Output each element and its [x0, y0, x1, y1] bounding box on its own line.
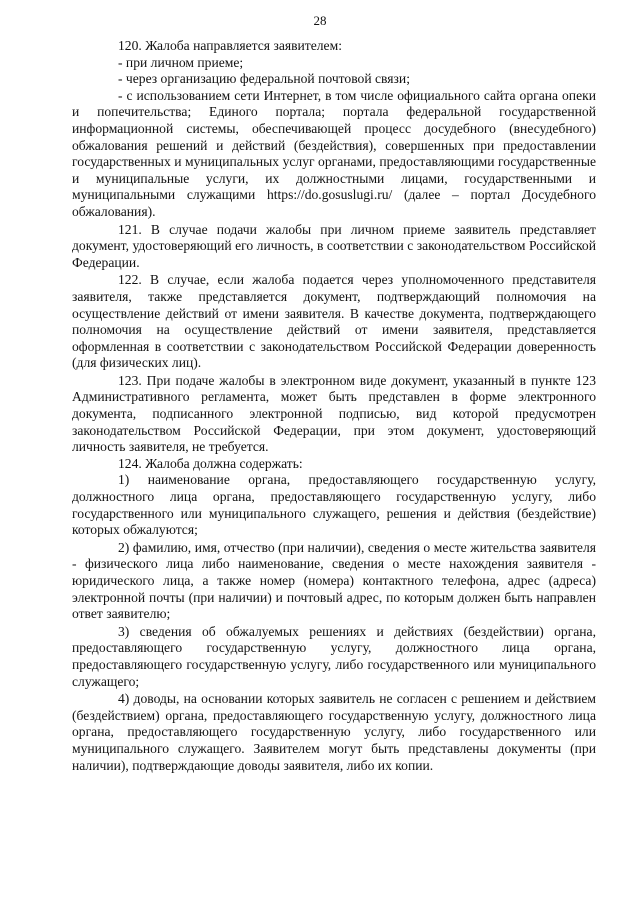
list-item-internet: - с использованием сети Интернет, в том числе официального сайта органа опеки и попечительства; Единого портала; портала федеральной государственной информационной системы, обеспечивающей процесс досудебного (внесудебного) обжалования решений и действий (бездействия), совершенных при предоставлении государственных и муниципальных услуг органами, предоставляющими государственные и муниципальные услуги, их должностными лицами, государственными и муниципальными служащими https://do.gosuslugi.ru/ (далее – портал Досудебного обжалования).: [72, 87, 596, 219]
paragraph-123: 123. При подаче жалобы в электронном виде документ, указанный в пункте 123 Административного регламента, может быть представлен в форме электронного документа, подписанного электронной подписью, вид которой предусмотрен законодательством Российской Федерации, при этом документ, удостоверяющий личность заявителя, не требуется.: [72, 372, 596, 455]
page-number: 28: [313, 13, 327, 28]
document-body: [72, 38, 596, 774]
list-item-postal-service: - через организацию федеральной почтовой связи;: [118, 71, 410, 87]
paragraph-124-item-1: 1) наименование органа, предоставляющего государственную услугу, должностного лица органа, предоставляющего государственную услугу, либо государственного или муниципального служащего, решения и действия (бездействие) которых обжалуются;: [72, 472, 596, 538]
paragraph-124-item-2: 2) фамилию, имя, отчество (при наличии), сведения о месте жительства заявителя - физического лица либо наименование, сведения о месте нахождения заявителя - юридического лица, а также номер (номера) контактного телефона, адрес (адреса) электронной почты (при наличии) и почтовый адрес, по которым должен быть направлен ответ заявителю;: [72, 539, 596, 622]
paragraph-121: 121. В случае подачи жалобы при личном приеме заявитель представляет документ, удостоверяющий его личность, в соответствии с законодательством Российской Федерации.: [72, 221, 596, 270]
paragraph-124: 124. Жалоба должна содержать:: [118, 455, 303, 471]
paragraph-124-item-4: 4) доводы, на основании которых заявитель не согласен с решением и действием (бездействием) органа, предоставляющего государственную услугу, должностного лица органа, предоставляющего государственную услугу, либо государственного или муниципального служащего. Заявителем могут быть представлены документы (при наличии), подтверждающие доводы заявителя, либо их копии.: [72, 691, 596, 773]
paragraph-122: 122. В случае, если жалоба подается через уполномоченного представителя заявителя, также представляется документ, подтверждающий полномочия на осуществление действий от имени заявителя. В качестве документа, подтверждающего полномочия на осуществление действий от имени заявителя, представляется оформленная в соответствии с законодательством Российской Федерации доверенность (для физических лиц).: [72, 272, 596, 371]
list-item-personal-reception: - при личном приеме;: [118, 54, 244, 70]
paragraph-124-item-3: 3) сведения об обжалуемых решениях и действиях (бездействии) органа, предоставляющего государственную услугу, должностного лица органа, предоставляющего государственную услугу, либо государственного или муниципального служащего;: [72, 623, 596, 689]
paragraph-120: 120. Жалоба направляется заявителем:: [118, 38, 342, 53]
